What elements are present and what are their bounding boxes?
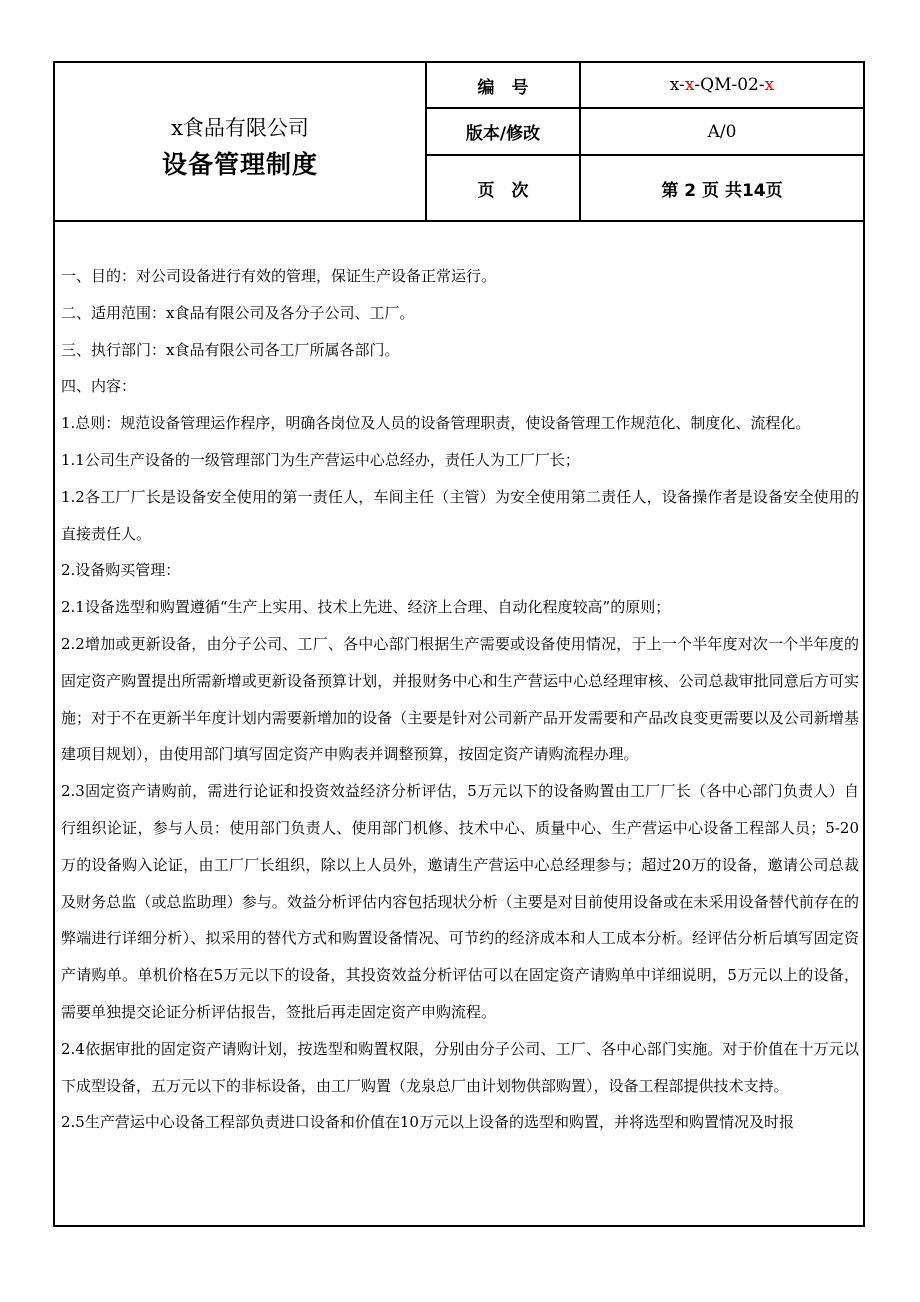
version-label: 版本/修改	[427, 109, 581, 154]
document-body	[61, 258, 859, 1141]
company-name: x食品有限公司	[171, 116, 309, 140]
page-value: 第 2 页 共14页	[661, 180, 783, 201]
paragraph: 2.4依据审批的固定资产请购计划，按选型和购置权限，分别由分子公司、工厂、各中心部门实施。对于价值在十万元以下成型设备，五万元以下的非标设备，由工厂购置（龙泉总厂由计划物供部购置），设备工程部提供技术支持。	[61, 1039, 859, 1095]
code-part-1: x-	[669, 75, 685, 95]
code-value	[581, 63, 863, 107]
meta-row-code	[427, 63, 863, 109]
paragraph: 2.2增加或更新设备，由分子公司、工厂、各中心部门根据生产需要或设备使用情况，于上一个半年度对次一个半年度的固定资产购置提出所需新增或更新设备预算计划，并报财务中心和生产营运中心总经理审核、公司总裁审批同意后方可实施；对于不在更新半年度计划内需要新增加的设备（主要是针对公司新产品开发需要和产品改良变更需要以及公司新增基建项目规划），由使用部门填写固定资产申购表并调整预算，按固定资产请购流程办理。	[61, 634, 859, 764]
paragraph: 2.1设备选型和购置遵循“生产上实用、技术上先进、经济上合理、自动化程度较高”的原则；	[61, 598, 671, 617]
code-label: 编 号	[427, 63, 581, 107]
paragraph: 三、执行部门：x食品有限公司各工厂所属各部门。	[61, 340, 400, 359]
meta-row-page	[427, 156, 863, 220]
paragraph: 1.2各工厂厂长是设备安全使用的第一责任人，车间主任（主管）为安全使用第二责任人，设备操作者是设备安全使用的直接责任人。	[61, 487, 859, 543]
paragraph: 2.设备购买管理：	[61, 561, 181, 580]
paragraph: 2.5生产营运中心设备工程部负责进口设备和价值在10万元以上设备的选型和购置，并将选型和购置情况及时报	[61, 1113, 794, 1132]
company-block	[55, 63, 427, 220]
version-value: A/0	[707, 121, 737, 142]
meta-row-version	[427, 109, 863, 156]
document-header	[55, 63, 863, 222]
page-label: 页 次	[427, 156, 581, 220]
paragraph: 四、内容：	[61, 377, 137, 396]
paragraph: 2.3固定资产请购前，需进行论证和投资效益经济分析评估，5万元以下的设备购置由工厂厂长（各中心部门负责人）自行组织论证，参与人员：使用部门负责人、使用部门机修、技术中心、质量中心、生产营运中心设备工程部人员；5-20万的设备购入论证，由工厂厂长组织，除以上人员外，邀请生产营运中心总经理参与；超过20万的设备，邀请公司总裁及财务总监（或总监助理）参与。效益分析评估内容包括现状分析（主要是对目前使用设备或在未采用设备替代前存在的弊端进行详细分析）、拟采用的替代方式和购置设备情况、可节约的经济成本和人工成本分析。经评估分析后填写固定资产请购单。单机价格在5万元以下的设备，其投资效益分析评估可以在固定资产请购单中详细说明，5万元以上的设备，需要单独提交论证分析评估报告，签批后再走固定资产申购流程。	[61, 782, 859, 1021]
code-part-3: -QM-02-	[694, 75, 765, 95]
meta-table	[427, 63, 863, 220]
paragraph: 二、适用范围：x食品有限公司及各分子公司、工厂。	[61, 303, 415, 322]
paragraph: 1.1公司生产设备的一级管理部门为生产营运中心总经办，责任人为工厂厂长；	[61, 450, 580, 469]
document-title: 设备管理制度	[161, 150, 318, 179]
code-part-4: x	[764, 75, 775, 95]
document-frame	[53, 61, 865, 1227]
paragraph: 1.总则：规范设备管理运作程序，明确各岗位及人员的设备管理职责，使设备管理工作规范化、制度化、流程化。	[61, 414, 811, 433]
code-part-2: x	[684, 75, 695, 95]
paragraph: 一、目的：对公司设备进行有效的管理，保证生产设备正常运行。	[61, 267, 497, 285]
